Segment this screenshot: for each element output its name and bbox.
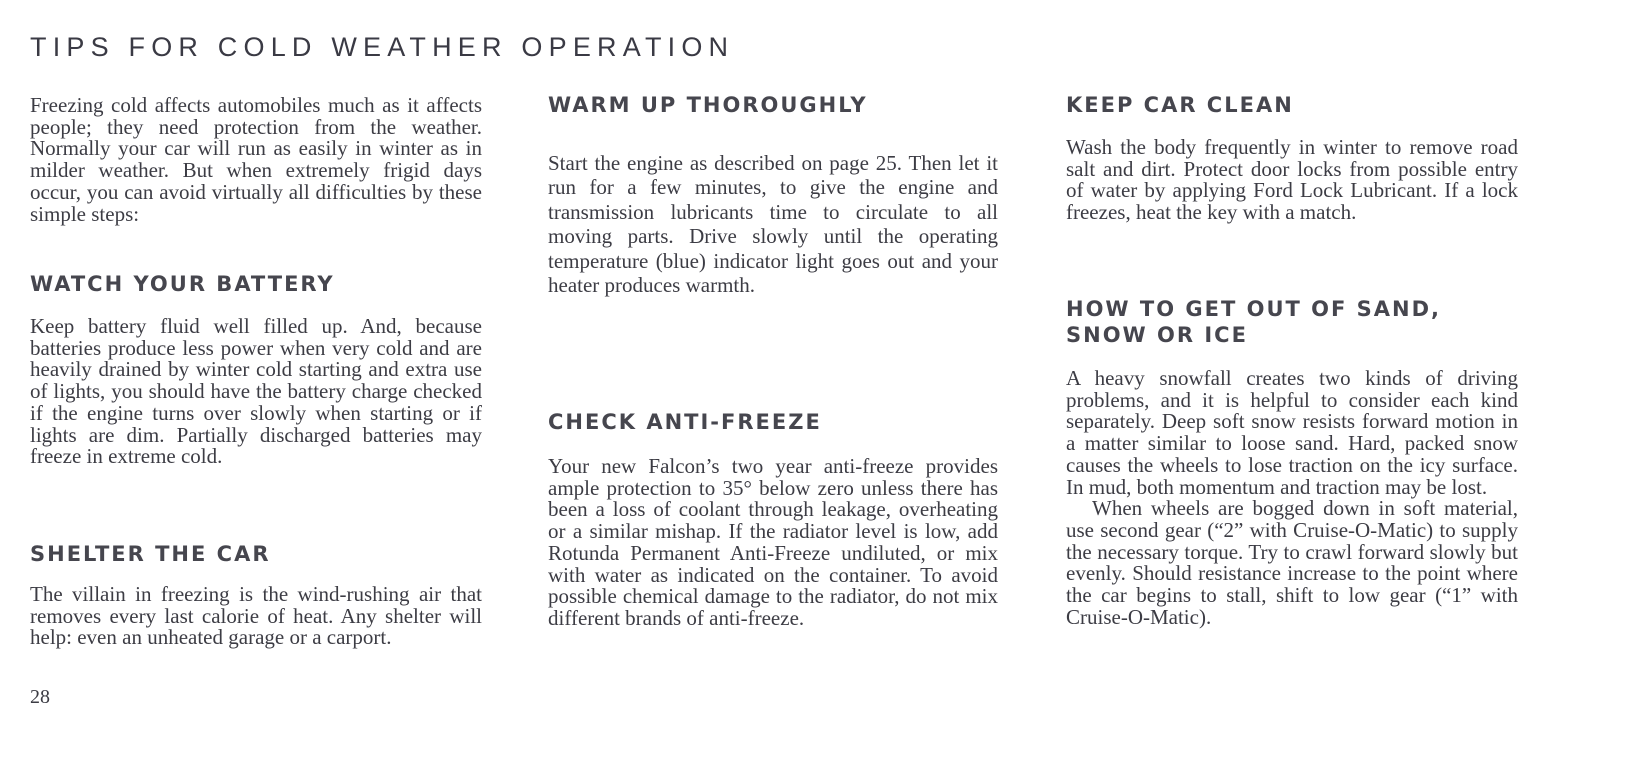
battery-heading: WATCH YOUR BATTERY <box>30 272 335 296</box>
warmup-text: Start the engine as described on page 25. Then let it run for a few minutes, to give the engine and transmission lubricants time to circulate to all moving parts. Drive slowly until the operating temperature (blue) indicator light goes out and your heater produces warmth. <box>548 151 998 298</box>
warmup-heading: WARM UP THOROUGHLY <box>548 93 868 117</box>
antifreeze-text: Your new Falcon’s two year anti-freeze provides ample protection to 35° below zero unless there has been a loss of coolant through leakage, overheating or a similar mishap. If the radiator level is low, add Rotunda Permanent Anti-Freeze undiluted, or mix with water as indicated on the container. To avoid possible chemical damage to the radiator, do not mix different brands of anti-freeze. <box>548 454 998 630</box>
intro-text: Freezing cold affects automobiles much as it affects people; they need protection from the weather. Normally your car will run as easily in winter as in milder weather. But when extremely frigid days occur, you can avoid virtually all difficulties by these simple steps: <box>30 93 482 226</box>
sand-text-1: A heavy snowfall creates two kinds of driving problems, and it is helpful to consider each kind separately. Deep soft snow resists forward motion in a matter similar to loose sand. Hard, packed snow causes the wheels to lose traction on the icy surface. In mud, both momentum and traction may be lost. <box>1066 366 1518 499</box>
antifreeze-paragraph <box>548 456 998 630</box>
intro-paragraph <box>30 95 482 225</box>
antifreeze-heading: CHECK ANTI-FREEZE <box>548 410 822 434</box>
battery-text: Keep battery fluid well filled up. And, because batteries produce less power when very cold and are heavily drained by winter cold starting and extra use of lights, you should have the battery charge checked if the engine turns over slowly when starting or if lights are dim. Partially discharged batteries may freeze in extreme cold. <box>30 314 482 469</box>
sand-paragraph <box>1066 368 1518 628</box>
shelter-text: The villain in freezing is the wind-rushing air that removes every last calorie of heat. Any shelter will help: even an unheated garage or a carport. <box>30 582 482 650</box>
clean-heading: KEEP CAR CLEAN <box>1066 93 1294 117</box>
page-title: TIPS FOR COLD WEATHER OPERATION <box>30 32 735 63</box>
battery-paragraph <box>30 316 482 468</box>
shelter-paragraph <box>30 584 482 649</box>
sand-heading-line1: HOW TO GET OUT OF SAND, <box>1066 297 1442 321</box>
page-number: 28 <box>30 686 50 708</box>
shelter-heading: SHELTER THE CAR <box>30 542 271 566</box>
clean-paragraph <box>1066 137 1518 224</box>
sand-text-2: When wheels are bogged down in soft material, use second gear (“2” with Cruise-O-Matic) to supply the necessary torque. Try to crawl forward slowly but evenly. Should resistance increase to the point where the car begins to stall, shift to low gear (“1” with Cruise-O-Matic). <box>1066 496 1518 629</box>
clean-text: Wash the body frequently in winter to remove road salt and dirt. Protect door locks from possible entry of water by applying Ford Lock Lubricant. If a lock freezes, heat the key with a match. <box>1066 135 1518 225</box>
sand-heading-line2: SNOW OR ICE <box>1066 323 1248 347</box>
warmup-paragraph <box>548 151 998 297</box>
